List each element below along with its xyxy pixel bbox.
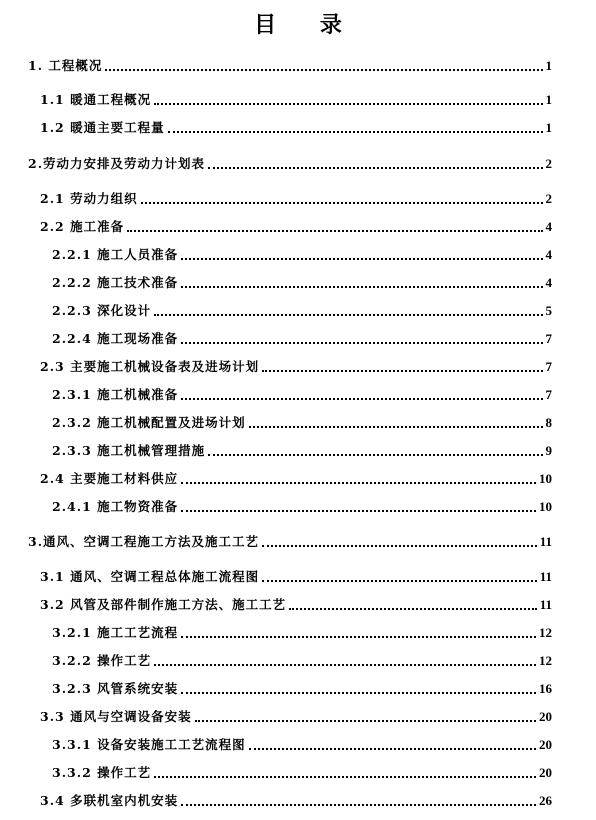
- toc-page-number: 26: [539, 793, 552, 808]
- toc-page-number: 11: [539, 597, 552, 612]
- toc-entry[interactable]: [40, 708, 552, 726]
- dot-leader: [141, 202, 543, 204]
- toc-entry-text: 3.2 风管及部件制作施工方法、施工工艺: [40, 597, 287, 612]
- toc-entry-text: 3.2.3 风管系统安装: [52, 681, 179, 696]
- toc-entry-text: 3.1 通风、空调工程总体施工流程图: [40, 569, 260, 584]
- toc-entry[interactable]: [52, 302, 552, 320]
- page-title: 目 录: [254, 12, 360, 38]
- toc-page-number: 20: [539, 765, 552, 780]
- dot-leader: [181, 286, 542, 288]
- dot-leader: [208, 454, 542, 456]
- toc-page-number: 20: [539, 709, 552, 724]
- toc-entry[interactable]: [40, 792, 552, 810]
- toc-entry-text: 2.劳动力安排及劳动力计划表: [28, 156, 206, 171]
- dot-leader: [154, 314, 542, 316]
- toc-entry-text: 2.4.1 施工物资准备: [52, 499, 179, 514]
- toc-page-number: 5: [545, 303, 552, 318]
- toc-entry[interactable]: [52, 274, 552, 292]
- toc-entry[interactable]: [40, 358, 552, 376]
- dot-leader: [195, 720, 536, 722]
- toc-entry-text: 2.1 劳动力组织: [40, 191, 138, 206]
- toc-entry[interactable]: [52, 624, 552, 642]
- dot-leader: [181, 342, 542, 344]
- toc-entry[interactable]: [52, 498, 552, 516]
- dot-leader: [181, 692, 536, 694]
- toc-entry-text: 2.2 施工准备: [40, 219, 125, 234]
- dot-leader: [168, 131, 543, 133]
- toc-page-number: 12: [539, 625, 552, 640]
- toc-page-number: 4: [545, 247, 552, 262]
- toc-entry[interactable]: [52, 680, 552, 698]
- toc-entry-text: 3.2.1 施工工艺流程: [52, 625, 179, 640]
- toc-page-number: 2: [545, 156, 552, 171]
- toc-entry[interactable]: [40, 190, 552, 208]
- toc-entry[interactable]: [28, 533, 552, 551]
- toc-page-number: 10: [539, 471, 552, 486]
- toc-entry-text: 2.2.3 深化设计: [52, 303, 152, 318]
- dot-leader: [181, 510, 536, 512]
- toc-page-number: 20: [539, 737, 552, 752]
- toc-entry[interactable]: [52, 414, 552, 432]
- toc-entry-text: 2.2.4 施工现场准备: [52, 331, 179, 346]
- toc-entry-text: 2.3.3 施工机械管理措施: [52, 443, 206, 458]
- toc-page-number: 11: [539, 534, 552, 549]
- toc-entry[interactable]: [40, 596, 552, 614]
- toc-page-number: 4: [545, 219, 552, 234]
- toc-entry[interactable]: [52, 330, 552, 348]
- toc-page-number: 16: [539, 681, 552, 696]
- toc-entry[interactable]: [52, 764, 552, 782]
- toc-entry[interactable]: [40, 119, 552, 137]
- toc-page-number: 7: [545, 359, 552, 374]
- toc-page-number: 11: [539, 569, 552, 584]
- toc-entry-text: 3.3 通风与空调设备安装: [40, 709, 192, 724]
- toc-entry[interactable]: [52, 246, 552, 264]
- toc-page-number: 7: [545, 387, 552, 402]
- toc-entry-text: 2.4 主要施工材料供应: [40, 471, 179, 486]
- toc-entry-text: 2.2.2 施工技术准备: [52, 275, 179, 290]
- toc-page-number: 1: [545, 58, 552, 73]
- dot-leader: [208, 167, 542, 169]
- toc-page-number: 8: [545, 415, 552, 430]
- dot-leader: [105, 69, 542, 71]
- dot-leader: [154, 664, 536, 666]
- toc-entry-text: 3.4 多联机室内机安装: [40, 793, 179, 808]
- toc-entry-text: 1.1 暖通工程概况: [40, 92, 152, 107]
- toc-entry[interactable]: [40, 218, 552, 236]
- toc-entry[interactable]: [28, 57, 552, 75]
- toc-entry-text: 1.2 暖通主要工程量: [40, 120, 165, 135]
- dot-leader: [181, 804, 536, 806]
- toc-entry-text: 2.3.2 施工机械配置及进场计划: [52, 415, 246, 430]
- dot-leader: [249, 426, 543, 428]
- dot-leader: [249, 748, 536, 750]
- dot-leader: [181, 398, 542, 400]
- toc-entry-text: 2.2.1 施工人员准备: [52, 247, 179, 262]
- dot-leader: [127, 230, 542, 232]
- toc-page-number: 10: [539, 499, 552, 514]
- dot-leader: [181, 258, 542, 260]
- toc-page-number: 12: [539, 653, 552, 668]
- dot-leader: [154, 103, 542, 105]
- toc-entry[interactable]: [40, 470, 552, 488]
- toc-entry-text: 2.3.1 施工机械准备: [52, 387, 179, 402]
- toc-page-number: 7: [545, 331, 552, 346]
- toc-entry[interactable]: [40, 568, 552, 586]
- toc-entry[interactable]: [52, 442, 552, 460]
- toc-page-number: 1: [545, 92, 552, 107]
- toc-page-number: 1: [545, 120, 552, 135]
- toc-entry[interactable]: [52, 386, 552, 404]
- toc-page-number: 4: [545, 275, 552, 290]
- toc-entry-text: 3.3.1 设备安装施工工艺流程图: [52, 737, 246, 752]
- dot-leader: [289, 608, 537, 610]
- dot-leader: [154, 776, 536, 778]
- toc-entry-text: 3.通风、空调工程施工方法及施工工艺: [28, 534, 260, 549]
- toc-entry-text: 3.2.2 操作工艺: [52, 653, 152, 668]
- dot-leader: [181, 636, 536, 638]
- toc-entry-text: 3.3.2 操作工艺: [52, 765, 152, 780]
- dot-leader: [262, 545, 537, 547]
- dot-leader: [181, 482, 536, 484]
- dot-leader: [262, 580, 537, 582]
- toc-entry[interactable]: [52, 652, 552, 670]
- dot-leader: [262, 370, 542, 372]
- toc-entry[interactable]: [52, 736, 552, 754]
- toc-entry-text: 1. 工程概况: [28, 58, 103, 73]
- toc-entry[interactable]: [28, 155, 552, 173]
- toc-page-number: 2: [545, 191, 552, 206]
- toc-entry-text: 2.3 主要施工机械设备表及进场计划: [40, 359, 260, 374]
- toc-entry[interactable]: [40, 91, 552, 109]
- toc-page-number: 9: [545, 443, 552, 458]
